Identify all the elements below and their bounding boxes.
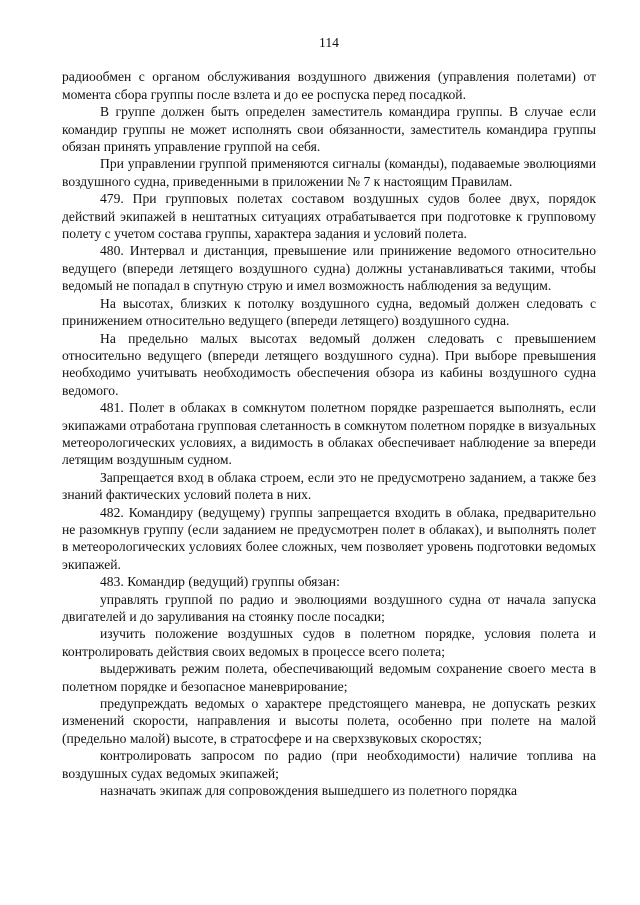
paragraph: радиообмен с органом обслуживания воздушного движения (управления полетами) от момента сбора группы после взлета и до ее роспуска перед посадкой. bbox=[62, 69, 596, 102]
paragraph: назначать экипаж для сопровождения вышедшего из полетного порядка bbox=[100, 783, 518, 799]
paragraph: 480. Интервал и дистанция, превышение или принижение ведомого относительно ведущего (впереди летящего воздушного судна) должны устанавливаться такими, чтобы ведомый не попадал в спутную струю и имел возможность наблюдения за ведущим. bbox=[62, 243, 596, 294]
paragraph: Запрещается вход в облака строем, если это не предусмотрено заданием, а также без знаний фактических условий полета в них. bbox=[62, 469, 596, 503]
paragraph: В группе должен быть определен заместитель командира группы. В случае если командир группы не может исполнять свои обязанности, заместитель командира группы обязан принять управление группой на себя. bbox=[62, 104, 596, 155]
paragraph: 482. Командиру (ведущему) группы запрещается входить в облака, предварительно не разомкнув группу (если заданием не предусмотрен полет в облаках), и выполнять полет в метеорологических условиях более сложных, чем позволяет уровень подготовки ведомых экипажей. bbox=[62, 504, 596, 572]
paragraph: На высотах, близких к потолку воздушного судна, ведомый должен следовать с принижением относительно ведущего (впереди летящего) воздушного судна. bbox=[62, 295, 596, 329]
paragraph: 479. При групповых полетах составом воздушных судов более двух, порядок действий экипажей в нештатных ситуациях отрабатывается при подготовке к групповому полету с учетом состава группы, характера задания и условий полета. bbox=[62, 191, 596, 242]
paragraph: выдерживать режим полета, обеспечивающий ведомым сохранение своего места в полетном порядке и безопасное маневрирование; bbox=[62, 661, 596, 694]
paragraph: 483. Командир (ведущий) группы обязан: bbox=[100, 574, 340, 590]
page-number: 114 bbox=[319, 35, 339, 50]
paragraph: При управлении группой применяются сигналы (команды), подаваемые эволюциями воздушного судна, приведенными в приложении № 7 к настоящим Правилам. bbox=[62, 156, 596, 189]
paragraph: управлять группой по радио и эволюциями воздушного судна от начала запуска двигателей и до заруливания на стоянку после посадки; bbox=[62, 591, 596, 624]
paragraph: контролировать запросом по радио (при необходимости) наличие топлива на воздушных судах ведомых экипажей; bbox=[62, 748, 596, 781]
paragraph: 481. Полет в облаках в сомкнутом полетном порядке разрешается выполнять, если экипажами отработана групповая слетанность в сомкнутом полетном порядке в визуальных метеорологических условиях, а видимость в облаках обеспечивает наблюдение за впереди летящим воздушным судном. bbox=[62, 400, 596, 468]
paragraph: На предельно малых высотах ведомый должен следовать с превышением относительно ведущего (впереди летящего воздушного судна). При выборе превышения необходимо учитывать необходимость обеспечения обзора из кабины воздушного судна ведомого. bbox=[62, 330, 596, 398]
paragraph: изучить положение воздушных судов в полетном порядке, условия полета и контролировать действия своих ведомых в процессе всего полета; bbox=[62, 626, 596, 659]
document-page bbox=[62, 34, 596, 799]
paragraph: предупреждать ведомых о характере предстоящего маневра, не допускать резких изменений скорости, направления и высоты полета, особенно при полете на малой (предельно малой) высоте, в стратосфере и на сверхзвуковых скоростях; bbox=[62, 696, 596, 746]
